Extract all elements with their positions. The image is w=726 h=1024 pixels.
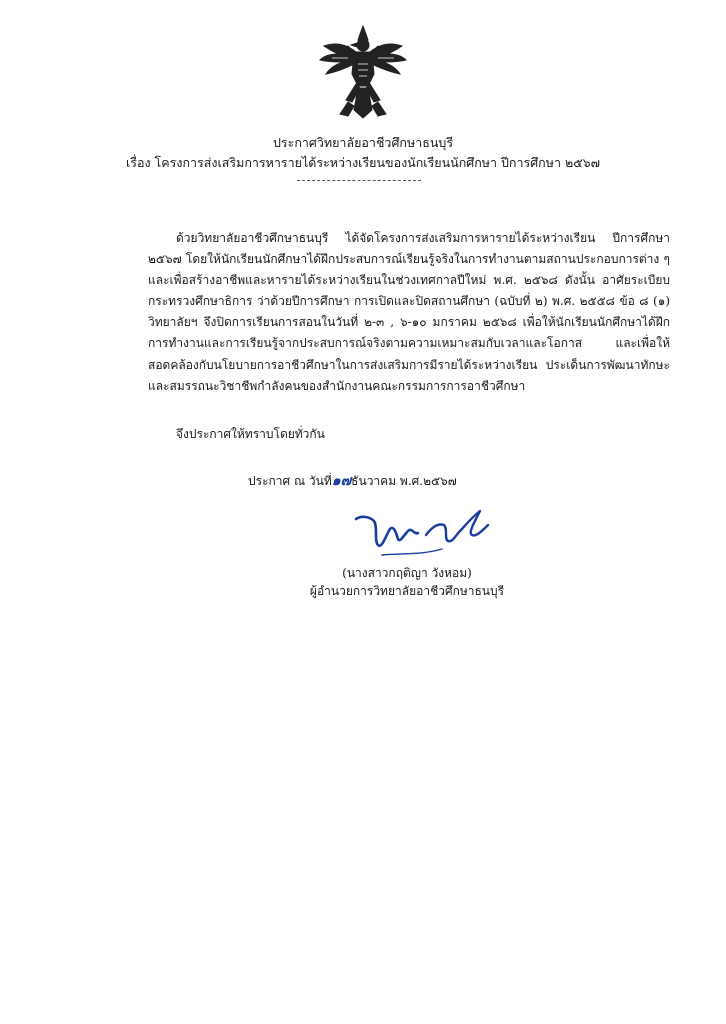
signer-position: ผู้อำนวยการวิทยาลัยอาชีวศึกษาธนบุรี bbox=[309, 584, 505, 598]
date-suffix: ธันวาคม พ.ศ.๒๕๖๗ bbox=[351, 474, 457, 488]
body-paragraph bbox=[148, 228, 670, 397]
paragraph-text: ด้วยวิทยาลัยอาชีวศึกษาธนบุรี ได้จัดโครงการส่งเสริมการหารายได้ระหว่างเรียน ปีการศึกษา ๒๕๖๗ โดยให้นักเรียนนักศึกษาได้ฝึกประสบการณ์เรียนรู้จริงในการทำงานตามสถานประกอบการต่าง ๆ และเพื่อสร้างอาชีพและหารายได้ระหว่างเรียนในช่วงเทศกาลปีใหม่ พ.ศ. ๒๕๖๘ ดังนั้น อาศัยระเบียบกระทรวงศึกษาธิการ ว่าด้วยปีการศึกษา การเปิดและปิดสถานศึกษา (ฉบับที่ ๒) พ.ศ. ๒๕๕๘ ข้อ ๘ (๑) วิทยาลัยฯ จึงปิดการเรียนการสอนในวันที่ ๒-๓ , ๖-๑๐ มกราคม ๒๕๖๘ เพื่อให้นักเรียนนักศึกษาได้ฝึกการทำงานและการเรียนรู้จากประสบการณ์จริงตามความเหมาะสมกับเวลาและโอกาส และเพื่อให้สอดคล้องกับนโยบายการอาชีวศึกษาในการส่งเสริมการมีรายได้ระหว่างเรียน ประเด็นการพัฒนาทักษะและสมรรถนะวิชาชีพกำลังคนของสำนักงานคณะกรรมการการอาชีวศึกษา bbox=[148, 231, 670, 393]
garuda-emblem-icon bbox=[318, 24, 408, 119]
signer-name: (นางสาวกฤติญา วังหอม) bbox=[342, 566, 472, 580]
divider bbox=[297, 180, 421, 181]
announcement-date bbox=[248, 473, 457, 490]
handwritten-signature bbox=[352, 505, 492, 563]
date-day-handwritten: ๑๗ bbox=[331, 473, 352, 489]
announcement-subject: เรื่อง โครงการส่งเสริมการหารายได้ระหว่างเรียนของนักเรียนนักศึกษา ปีการศึกษา ๒๕๖๗ bbox=[125, 155, 601, 170]
date-prefix: ประกาศ ณ วันที่ bbox=[248, 474, 332, 488]
announcement-title: ประกาศวิทยาลัยอาชีวศึกษาธนบุรี bbox=[272, 135, 454, 150]
closing-statement: จึงประกาศให้ทราบโดยทั่วกัน bbox=[176, 427, 325, 441]
